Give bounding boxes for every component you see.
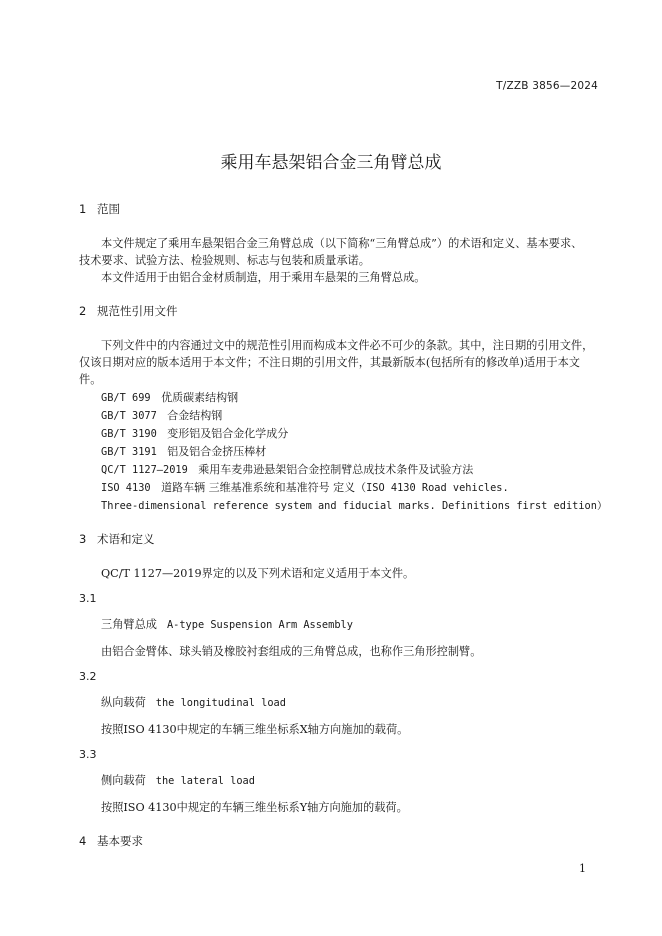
- reference-name: 乘用车麦弗逊悬架铝合金控制臂总成技术条件及试验方法: [198, 463, 474, 476]
- term-number: 3.3: [79, 748, 97, 761]
- section-1-heading: [79, 201, 120, 217]
- reference-code: QC/T 1127—2019: [101, 464, 188, 476]
- scope-paragraph-1: [79, 235, 601, 287]
- term-chinese: 纵向载荷: [101, 696, 146, 709]
- reference-item: [101, 407, 222, 423]
- section-title: 规范性引用文件: [97, 304, 178, 318]
- text-line: 件。: [79, 373, 102, 387]
- reference-english-title: ISO 4130 Road vehicles.: [366, 482, 509, 494]
- term-chinese: 三角臂总成: [101, 618, 157, 631]
- normative-references-paragraph: [79, 337, 601, 389]
- reference-item: [101, 461, 473, 477]
- section-title: 基本要求: [97, 834, 143, 848]
- section-title: 术语和定义: [97, 532, 155, 546]
- reference-english-title: Three-dimensional reference system and fiducial marks. Definitions first edition）: [101, 500, 608, 512]
- document-title: 乘用车悬架铝合金三角臂总成: [220, 153, 442, 173]
- reference-code: GB/T 3077: [101, 410, 157, 422]
- reference-name: 优质碳素结构钢: [161, 391, 239, 404]
- text-line: QC/T 1127—2019界定的以及下列术语和定义适用于本文件。: [101, 567, 415, 580]
- reference-code: GB/T 3190: [101, 428, 157, 440]
- reference-code: GB/T 3191: [101, 446, 157, 458]
- term-definition: 由铝合金臂体、球头销及橡胶衬套组成的三角臂总成，也称作三角形控制臂。: [101, 645, 482, 658]
- section-number: 3: [79, 532, 87, 546]
- reference-name: 合金结构钢: [167, 409, 223, 422]
- reference-item: [101, 425, 288, 441]
- term-english: the longitudinal load: [155, 697, 286, 709]
- reference-item: [101, 389, 238, 405]
- reference-name: 道路车辆 三维基准系统和基准符号 定义（: [161, 481, 367, 494]
- text-line: 本文件适用于由铝合金材质制造，用于乘用车悬架的三角臂总成。: [101, 271, 426, 285]
- term-entry: [101, 694, 286, 710]
- term-definition: 按照ISO 4130中规定的车辆三维坐标系Y轴方向施加的载荷。: [101, 801, 408, 814]
- section-3-heading: [79, 531, 155, 547]
- reference-code: ISO 4130: [101, 482, 151, 494]
- section-2-heading: [79, 303, 178, 319]
- document-number: T/ZZB 3856—2024: [496, 80, 598, 92]
- term-entry: [101, 772, 255, 788]
- text-line: 本文件规定了乘用车悬架铝合金三角臂总成（以下简称“三角臂总成”）的术语和定义、基本要求、: [101, 237, 583, 250]
- reference-code: GB/T 699: [101, 392, 151, 404]
- term-english: A-type Suspension Arm Assembly: [166, 619, 353, 631]
- section-number: 2: [79, 304, 87, 318]
- term-number: 3.2: [79, 670, 97, 683]
- term-entry: [101, 616, 353, 632]
- text-line: 技术要求、试验方法、检验规则、标志与包装和质量承诺。: [79, 254, 370, 268]
- reference-item-iso-continued: [101, 497, 607, 512]
- term-chinese: 侧向载荷: [101, 774, 146, 787]
- page-number: 1: [579, 862, 586, 875]
- reference-item: [101, 443, 266, 459]
- term-english: the lateral load: [155, 775, 255, 787]
- section-4-heading: [79, 833, 143, 849]
- reference-item-iso: [101, 479, 509, 495]
- term-number: 3.1: [79, 592, 97, 605]
- section-title: 范围: [97, 202, 120, 216]
- text-line: 仅该日期对应的版本适用于本文件；不注日期的引用文件，其最新版本(包括所有的修改单)适用于本文: [79, 356, 580, 370]
- reference-name: 变形铝及铝合金化学成分: [167, 427, 289, 440]
- reference-name: 铝及铝合金挤压棒材: [167, 445, 267, 458]
- text-line: 下列文件中的内容通过文中的规范性引用而构成本文件必不可少的条款。其中，注日期的引用文件，: [101, 339, 594, 352]
- section-number: 1: [79, 202, 87, 216]
- term-definition: 按照ISO 4130中规定的车辆三维坐标系X轴方向施加的载荷。: [101, 723, 409, 736]
- terms-intro: [101, 565, 414, 581]
- section-number: 4: [79, 834, 87, 848]
